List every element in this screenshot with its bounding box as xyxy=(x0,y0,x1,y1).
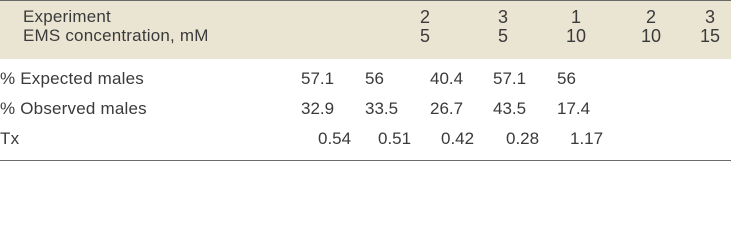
header-experiment-cell: 3 xyxy=(704,7,715,27)
table-cell: 56 xyxy=(365,69,384,88)
header-concentration-cell: 10 xyxy=(565,26,587,46)
table-cell: 1.17 xyxy=(570,129,604,148)
table-cell: 0.54 xyxy=(318,129,352,148)
header-experiment-cell: 2 xyxy=(645,7,656,27)
table-cell: 32.9 xyxy=(301,99,335,118)
header-ems-concentration-label: EMS concentration, mM xyxy=(23,26,209,45)
row-label-observed-males: % Observed males xyxy=(0,99,147,118)
header-concentration-cell: 5 xyxy=(419,26,430,46)
header-experiment-cell: 1 xyxy=(570,7,581,27)
table-cell: 57.1 xyxy=(493,69,527,88)
header-concentration-cell: 10 xyxy=(640,26,662,46)
table-cell: 43.5 xyxy=(493,99,527,118)
table-cell: 33.5 xyxy=(365,99,399,118)
header-concentration-cell: 5 xyxy=(497,26,508,46)
table-cell: 57.1 xyxy=(301,69,335,88)
table-cell: 56 xyxy=(557,69,576,88)
table-cell: 0.42 xyxy=(441,129,475,148)
header-experiment-cell: 2 xyxy=(419,7,430,27)
table-cell: 0.51 xyxy=(378,129,412,148)
table-cell: 0.28 xyxy=(506,129,540,148)
header-concentration-cell: 15 xyxy=(699,26,721,46)
table-cell: 40.4 xyxy=(430,69,464,88)
table-cell: 26.7 xyxy=(430,99,464,118)
header-experiment-cell: 3 xyxy=(497,7,508,27)
row-label-tx: Tx xyxy=(0,129,20,148)
table-top-rule xyxy=(0,0,731,1)
row-label-expected-males: % Expected males xyxy=(0,69,144,88)
header-experiment-label: Experiment xyxy=(23,7,111,26)
table-bottom-rule xyxy=(0,160,731,161)
table-cell: 17.4 xyxy=(557,99,591,118)
